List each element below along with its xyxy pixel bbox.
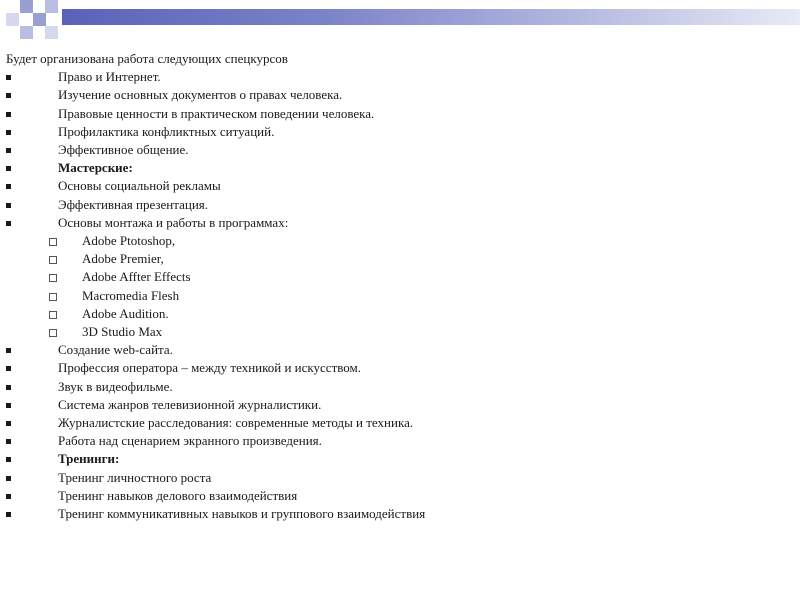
hollow-square-bullet-icon — [49, 256, 57, 264]
list-item-text: Звук в видеофильме. — [58, 378, 173, 394]
list-item-text: Тренинг коммуникативных навыков и группового взаимодействия — [58, 506, 426, 522]
list-item-text: Macromedia Flesh — [82, 287, 180, 303]
sub-list-item — [6, 268, 786, 286]
square-bullet-icon — [6, 148, 11, 153]
list-item — [6, 432, 786, 450]
list-item-text: Adobe Ptotoshop, — [82, 233, 176, 249]
list-item-text: Adobe Audition. — [82, 305, 169, 321]
list-item — [6, 159, 786, 177]
list-item — [6, 196, 786, 214]
list-item — [6, 341, 786, 359]
list-item — [6, 123, 786, 141]
list-item — [6, 68, 786, 86]
list-item-text: Adobe Premier, — [82, 251, 164, 267]
square-bullet-icon — [6, 75, 11, 80]
list-item-text: Adobe Affter Effects — [82, 269, 191, 285]
list-item-text: Основы монтажа и работы в программах: — [58, 214, 289, 230]
list-item — [6, 450, 786, 468]
list-item — [6, 359, 786, 377]
square-bullet-icon — [6, 385, 11, 390]
square-bullet-icon — [6, 457, 11, 462]
square-bullet-icon — [6, 421, 11, 426]
list-item — [6, 214, 786, 232]
list-item-text: Изучение основных документов о правах человека. — [58, 87, 343, 103]
square-bullet-icon — [6, 112, 11, 117]
list-item-text: Право и Интернет. — [58, 69, 161, 85]
hollow-square-bullet-icon — [49, 311, 57, 319]
decor-square — [20, 0, 33, 13]
intro-text: Будет организована работа следующих спецкурсов — [6, 51, 288, 66]
list-item-text: Мастерские: — [58, 160, 133, 176]
list-item-text: 3D Studio Max — [82, 324, 163, 340]
hollow-square-bullet-icon — [49, 329, 57, 337]
decor-square — [20, 26, 33, 39]
slide-body — [6, 50, 786, 523]
list-item — [6, 141, 786, 159]
list-item-text: Работа над сценарием экранного произведения. — [58, 433, 322, 449]
hollow-square-bullet-icon — [49, 274, 57, 282]
square-bullet-icon — [6, 494, 11, 499]
list-item-text: Эффективная презентация. — [58, 196, 209, 212]
header-gradient-bar — [62, 9, 800, 25]
square-bullet-icon — [6, 439, 11, 444]
list-item-text: Профилактика конфликтных ситуаций. — [58, 123, 275, 139]
list-item-text: Тренинг личностного роста — [58, 469, 212, 485]
square-bullet-icon — [6, 366, 11, 371]
square-bullet-icon — [6, 93, 11, 98]
hollow-square-bullet-icon — [49, 293, 57, 301]
square-bullet-icon — [6, 403, 11, 408]
list-item — [6, 487, 786, 505]
square-bullet-icon — [6, 476, 11, 481]
list-item-text: Система жанров телевизионной журналистики. — [58, 396, 322, 412]
list-item-text: Профессия оператора – между техникой и искусством. — [58, 360, 362, 376]
list-item-text: Журналистские расследования: современные методы и техника. — [58, 415, 414, 431]
list-item-text: Тренинг навыков делового взаимодействия — [58, 487, 298, 503]
decor-square — [45, 0, 58, 13]
square-bullet-icon — [6, 166, 11, 171]
square-bullet-icon — [6, 130, 11, 135]
square-bullet-icon — [6, 512, 11, 517]
list-item-text: Основы социальной рекламы — [58, 178, 221, 194]
list-item — [6, 396, 786, 414]
sub-list-item — [6, 323, 786, 341]
list-item-text: Создание web-сайта. — [58, 342, 173, 358]
decor-square — [33, 13, 46, 26]
sub-list-item — [6, 305, 786, 323]
list-item-text: Правовые ценности в практическом поведении человека. — [58, 105, 375, 121]
square-bullet-icon — [6, 221, 11, 226]
sub-list-item — [6, 287, 786, 305]
list-item — [6, 177, 786, 195]
decor-square — [45, 26, 58, 39]
list-item — [6, 378, 786, 396]
sub-list-item — [6, 232, 786, 250]
hollow-square-bullet-icon — [49, 238, 57, 246]
square-bullet-icon — [6, 203, 11, 208]
course-list — [6, 68, 786, 523]
list-item — [6, 105, 786, 123]
sub-list-item — [6, 250, 786, 268]
list-item-text: Тренинги: — [58, 451, 120, 467]
list-item-text: Эффективное общение. — [58, 142, 189, 158]
list-item — [6, 86, 786, 104]
square-bullet-icon — [6, 348, 11, 353]
decor-square — [6, 13, 19, 26]
list-item — [6, 505, 786, 523]
list-item — [6, 414, 786, 432]
square-bullet-icon — [6, 184, 11, 189]
list-item — [6, 469, 786, 487]
